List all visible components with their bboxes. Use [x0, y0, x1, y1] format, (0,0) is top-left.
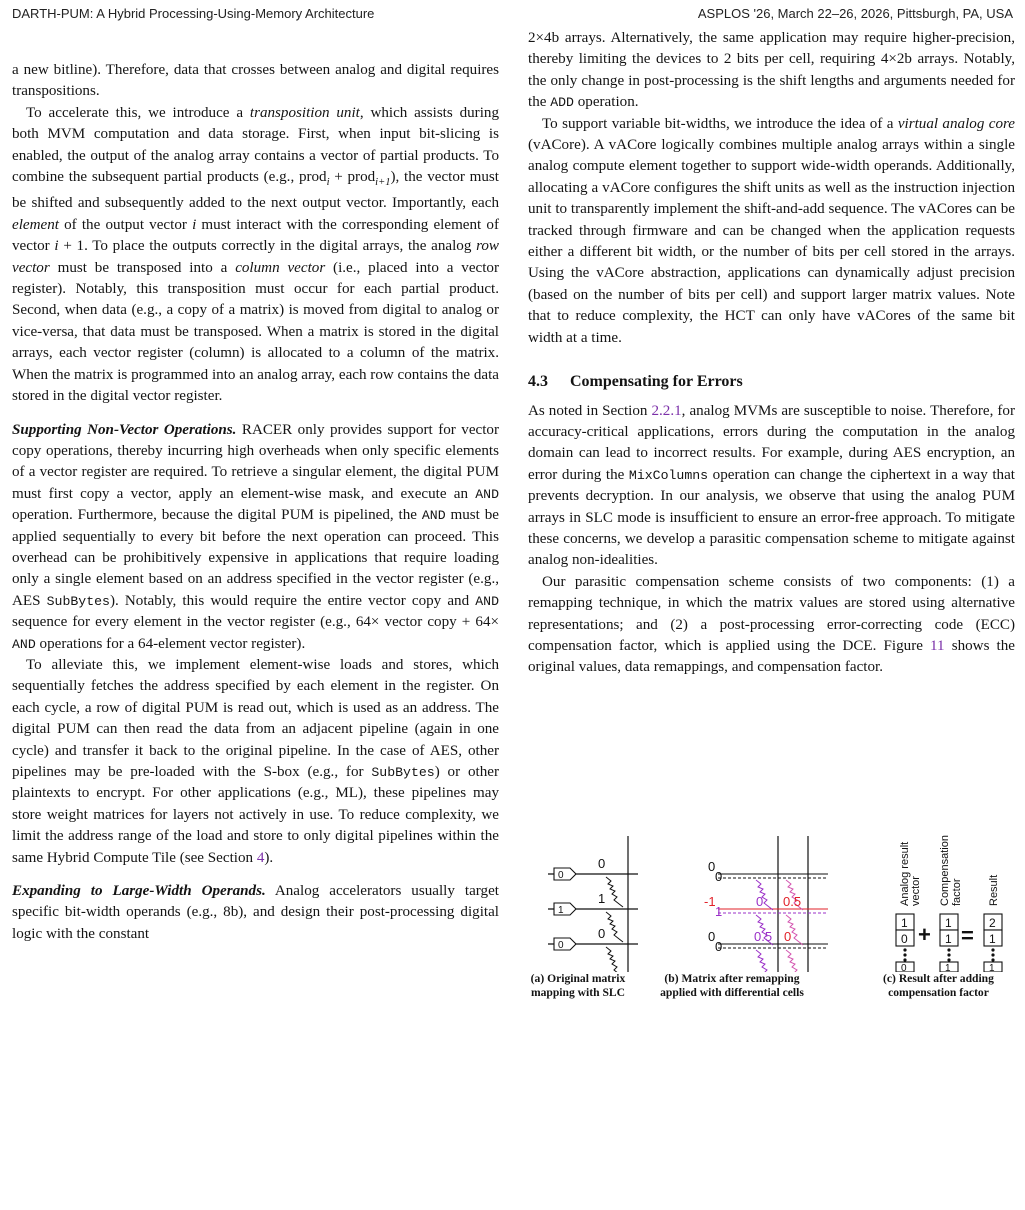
- fig-a-value: 0: [598, 926, 606, 941]
- caption-b: (b) Matrix after remapping applied with differential cells: [660, 972, 804, 999]
- fig-b-pos-value: 0.5: [754, 929, 773, 944]
- figure-11: [528, 740, 1015, 1000]
- fig-c-comp-val: 1: [945, 963, 951, 972]
- paragraph-vacore: To support variable bit-widths, we introduce the idea of a virtual analog core (vACore). A vACore logically combines multiple analog arrays within a single analog compute element together to support wide-width operands. Additionally, allocating a vACore configures the shift units as well as the instruction injection unit to transparently implement the shift-and-add sequence. The vACores can be tracked through firmware and can be changed when the application requests either a different bit width, or the number of bits per cell stored in the arrays. Using the vACore abstraction, applications can dynamically adjust precision (based on the number of bits per cell) and support larger matrix values. Note that to reduce complexity, the HCT can only have vACores of the same bit width at a time.: [528, 115, 1015, 346]
- paragraph-large-width: Expanding to Large-Width Operands. Analog accelerators usually target specific bit-width operands (e.g., 8b), and design their post-processing digital logic with the constant: [12, 883, 499, 942]
- running-header: [12, 6, 1013, 26]
- subfigure-b: [718, 836, 828, 972]
- runin-heading: Supporting Non-Vector Operations.: [12, 421, 237, 438]
- fig-a-input-0: 0: [558, 870, 564, 881]
- equals-icon: =: [961, 923, 974, 948]
- fig-c-result-label: Result: [988, 874, 1000, 906]
- figure-ref-link[interactable]: 11: [930, 637, 945, 654]
- paragraph-errors: As noted in Section 2.2.1, analog MVMs are susceptible to noise. Therefore, for accuracy-critical applications, errors during the computation in the analog domain can lead to incorrect results. For example, during AES encryption, an error during the MixColumns operation can change the ciphertext in a way that prevents decryption. In our analysis, we observe that using the analog PUM arrays in SLC mode is insufficient to ensure an error-free approach. To mitigate these concerns, we develop a parasitic compensation scheme to mitigate against analog non-idealities.: [528, 402, 1015, 569]
- fig-c-analog-val: 0: [901, 932, 908, 946]
- fig-b-neg-value: 0: [784, 929, 792, 944]
- fig-b-input-neg: 0: [715, 939, 723, 954]
- fig-b-input-neg: 0: [715, 869, 723, 884]
- header-venue: ASPLOS '26, March 22–26, 2026, Pittsburgh, PA, USA: [697, 6, 1013, 21]
- paragraph-compensation: Our parasitic compensation scheme consists of two components: (1) a remapping technique, in which the matrix values are stored using alternative representations; and (2) a post-processing error-correcting code (ECC) compensation factor, which is applied using the DCE. Figure 11 shows the original values, data remappings, and compensation factor.: [528, 573, 1015, 676]
- paragraph-element-wise: To alleviate this, we implement element-wise loads and stores, which sequentially fetches the address specified by each element in the register. On each cycle, a row of digital PUM is read out, which is used as an address. The digital PUM can then read the data from an adjacent pipeline (again in one cycle) and transfer it back to the original pipeline. In the case of AES, other pipelines may be pre-loaded with the S-box (e.g., for SubBytes) or other plaintexts to encrypt. For other applications (e.g., ML), these pipelines may store weight matrices for layers not actively in use. To reduce complexity, we limit the address range of the load and store to only digital pipelines within the same Hybrid Compute Tile (see Section 4).: [12, 656, 499, 866]
- fig-b-labels: [704, 859, 801, 954]
- fig-b-input-neg: 1: [715, 904, 723, 919]
- section-ref-link[interactable]: 2.2.1: [651, 402, 682, 419]
- paragraph: 2×4b arrays. Alternatively, the same application may require higher-precision, thereby limiting the devices to 2 bits per cell, requiring 4×2b arrays. Notably, the only change in post-processing is the shift lengths and arguments needed for the ADD operation.: [528, 30, 1015, 111]
- fig-c-analog-val: 0: [901, 963, 907, 972]
- caption-c: (c) Result after adding compensation factor: [883, 972, 994, 999]
- fig-c-result-val: 1: [989, 963, 995, 972]
- right-column: [528, 28, 1015, 679]
- caption-a: (a) Original matrix mapping with SLC: [530, 972, 626, 999]
- fig-a-input-2: 0: [558, 940, 564, 951]
- fig-c-comp-val: 1: [945, 916, 952, 930]
- fig-c-analog-label: Analog result: [899, 841, 911, 906]
- fig-b-input: -1: [704, 894, 716, 909]
- subfigure-a: [548, 836, 638, 972]
- paragraph: a new bitline). Therefore, data that crosses between analog and digital requires transpositions.: [12, 62, 499, 100]
- fig-a-value: 1: [598, 891, 606, 906]
- header-paper-title: DARTH-PUM: A Hybrid Processing-Using-Memory Architecture: [12, 6, 375, 21]
- fig-c-comp-label-2: factor: [951, 878, 963, 906]
- fig-c-result-val: 1: [989, 932, 996, 946]
- section-ref-link[interactable]: 4: [256, 849, 265, 866]
- fig-c-comp-label: Compensation: [939, 835, 951, 906]
- fig-c-result-val: 2: [989, 916, 996, 930]
- figure-diagram: [528, 740, 1015, 972]
- fig-c-analog-val: 1: [901, 916, 908, 930]
- fig-b-pos-value: 0: [756, 894, 764, 909]
- section-heading: 4.3 Compensating for Errors: [528, 373, 743, 391]
- fig-b-input: 0: [708, 929, 716, 944]
- fig-a-input-1: 1: [558, 905, 564, 916]
- paragraph-transposition-unit: To accelerate this, we introduce a transposition unit, which assists during both MVM computation and data storage. First, when input bit-slicing is enabled, the output of the analog array contains a vector of partial products. To combine the subsequent partial products (e.g., prod$_i$ + prod$_{i+1}$), the vector must be shifted and subsequently added to the next output vector. Importantly, each element of the output vector i must interact with the corresponding element of vector i + 1. To place the outputs correctly in the digital arrays, the analog row vector must be transposed into a column vector (i.e., placed into a vector register). Notably, this transposition must occur for each partial product. Second, when data (e.g., a copy of a matrix) is moved from digital to analog or vice-versa, that data must be transposed. When a matrix is stored in the digital arrays, each vector register (column) is allocated to a column of the matrix. When the matrix is programmed into an analog array, each row contains the data stored in the digital vector register.: [12, 104, 499, 405]
- paragraph-non-vector-ops: Supporting Non-Vector Operations. RACER only provides support for vector copy operations, thereby incurring high overheads when only specific elements of a vector register are required. To retrieve a singular element, the digital PUM must first copy a vector, apply an element-wise mask, and execute an AND operation. Furthermore, because the digital PUM is pipelined, the AND must be applied sequentially to every bit before the next operation can proceed. This overhead can be prohibitively expensive in applications that require loading only a single element based on an address specified in the vector register (e.g., AES SubBytes). Notably, this would require the entire vector copy and AND sequence for every element in the vector register (e.g., 64× vector copy + 64× AND operations for a 64-element vector register).: [12, 421, 499, 652]
- plus-icon: +: [918, 922, 931, 947]
- fig-c-analog-label-2: vector: [910, 876, 922, 906]
- fig-c-comp-val: 1: [945, 932, 952, 946]
- fig-b-neg-value: 0.5: [783, 894, 802, 909]
- fig-a-value: 0: [598, 856, 606, 871]
- runin-heading: Expanding to Large-Width Operands.: [12, 883, 266, 900]
- fig-b-input: 0: [708, 859, 716, 874]
- left-column: [12, 60, 499, 945]
